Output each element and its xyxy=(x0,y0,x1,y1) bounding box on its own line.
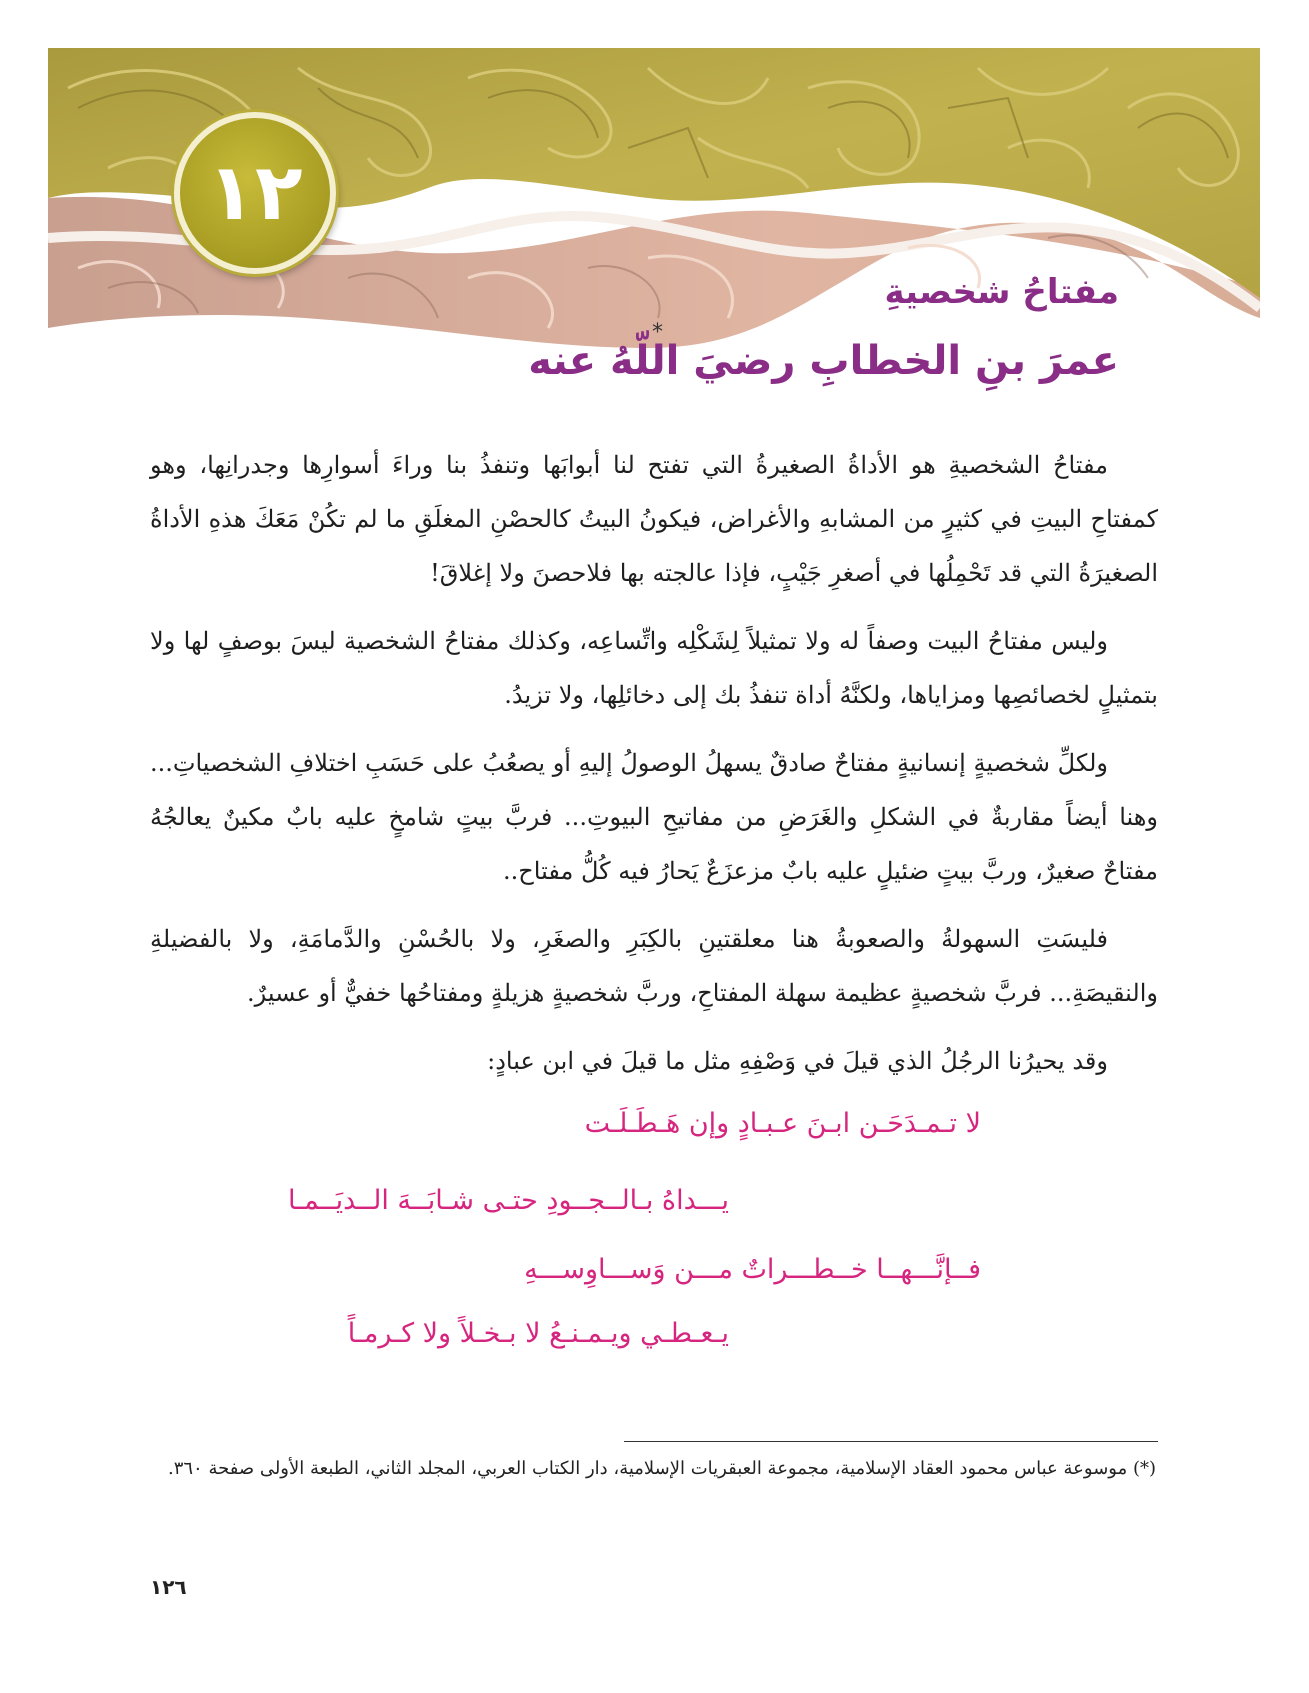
poem-line-3: فــإنَّـــهــا خــطـــراتٌ مـــن وَســـاوِســـهِ xyxy=(524,1254,981,1285)
poem-line-4: يـعـطـي ويـمـنـعُ لا بـخـلاً ولا كـرمـاً xyxy=(347,1318,729,1349)
footnote: (*) موسوعة عباس محمود العقاد الإسلامية، مجموعة العبقريات الإسلامية، دار الكتاب العربي، المجلد الثاني، الطبعة الأولى صفحة ٣٦٠. xyxy=(167,1458,1156,1479)
poem-line-2: يـــداهُ بـالــجــودِ حتـى شـابَــهَ الــديَــمـا xyxy=(288,1185,729,1216)
paragraph-2: وليس مفتاحُ البيت وصفاً له ولا تمثيلاً لِشَكْلِه واتِّساعِه، وكذلك مفتاحُ الشخصية ليسَ بوصفٍ لها ولا بتمثيلٍ لخصائصِها ومزاياها، ولكنَّهُ أداة تنفذُ بك إلى دخائلِها، ولا تزيدُ. xyxy=(150,627,1158,709)
chapter-number-badge: ١٢ xyxy=(174,112,336,274)
paragraph-3: ولكلِّ شخصيةٍ إنسانيةٍ مفتاحٌ صادقٌ يسهلُ الوصولُ إليهِ أو يصعُبُ على حَسَبِ اختلافِ الشخصياتِ... وهنا أيضاً مقاربةٌ في الشكلِ والغَرَضِ من مفاتيحِ البيوتِ... فربَّ بيتٍ شامخٍ عليه بابٌ مكينٌ يعالجُهُ مفتاحٌ صغيرٌ، وربَّ بيتٍ ضئيلٍ عليه بابٌ مزعزَعٌ يَحارُ فيه كُلُّ مفتاح.. xyxy=(150,749,1158,885)
footnote-divider xyxy=(624,1441,1158,1442)
paragraph-5: وقد يحيرُنا الرجُلُ الذي قيلَ في وَصْفِهِ مثل ما قيلَ في ابن عبادٍ: xyxy=(487,1047,1108,1075)
paragraph-4: فليسَتِ السهولةُ والصعوبةُ هنا معلقتينِ بالكِبَرِ والصغَرِ، ولا بالحُسْنِ والدَّمامَةِ، ولا بالفضيلةِ والنقيصَةِ... فربَّ شخصيةٍ عظيمة سهلة المفتاحِ، وربَّ شخصيةٍ هزيلةٍ ومفتاحُها خفيٌّ أو عسيرٌ. xyxy=(150,925,1158,1007)
chapter-title-line-1: مفتاحُ شخصيةِ xyxy=(884,272,1119,312)
page-number: ١٢٦ xyxy=(150,1575,187,1599)
poem-line-1: لا تـمـدَحَـن ابـنَ عـبـادٍ وإن هَـطَـلَـت xyxy=(584,1108,981,1139)
chapter-title-line-2: عمرَ بنِ الخطابِ رضيَ اللّهُ عنه xyxy=(528,338,1119,384)
body-text xyxy=(150,438,1158,1102)
footnote-marker: * xyxy=(652,320,663,345)
paragraph-1: مفتاحُ الشخصيةِ هو الأداةُ الصغيرةُ التي تفتح لنا أبوابَها وتنفذُ بنا وراءَ أسوارِها وجدرانِها، وهو كمفتاحِ البيتِ في كثيرٍ من المشابهِ والأغراض، فيكونُ البيتُ كالحصْنِ المغلَقِ ما لم تكُنْ مَعَكَ هذهِ الأداةُ الصغيرَةُ التي قد تَحْمِلُها في أصغرِ جَيْبٍ، فإذا عالجته بها فلاحصنَ ولا إغلاقَ! xyxy=(150,451,1158,587)
